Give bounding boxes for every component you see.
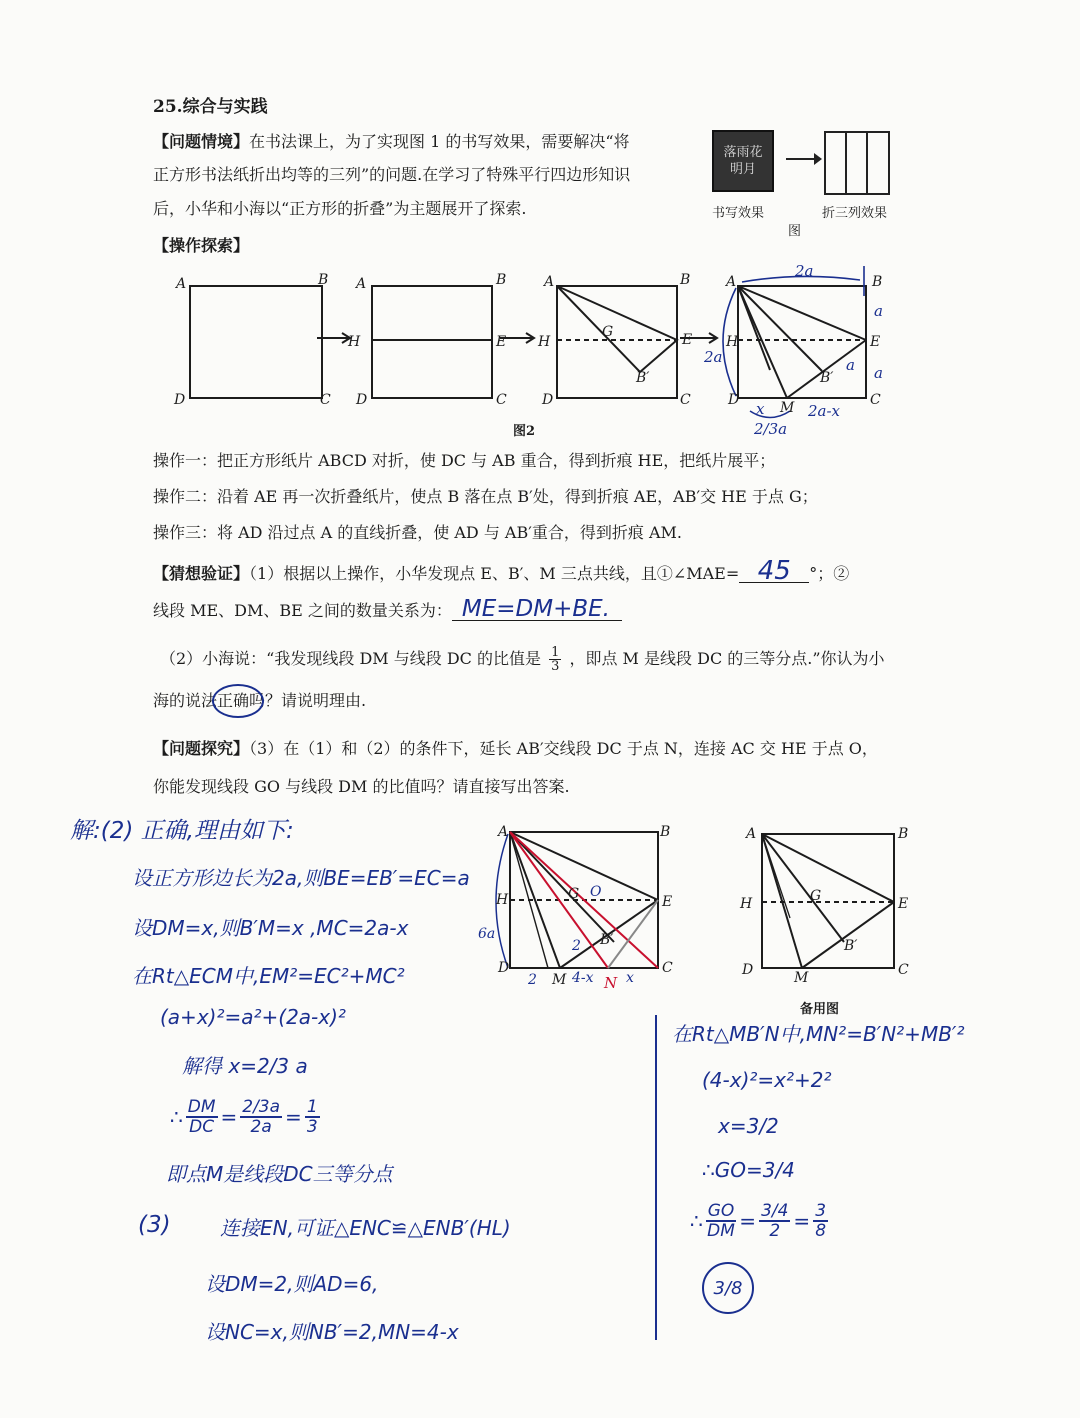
equals: = (739, 1209, 757, 1233)
verify-label: 【猜想验证】 (153, 564, 250, 583)
label-B: B (496, 272, 507, 288)
fig2-caption: 图2 (513, 424, 536, 439)
backup-figure (740, 822, 940, 986)
q3-step-3: 设NC=x,则NB′=2,MN=4-x (205, 1320, 459, 1344)
final-answer: 3/8 (702, 1262, 754, 1314)
fig1-label-left: 书写效果 (712, 206, 765, 221)
label-D: D (728, 392, 740, 408)
step-2: 设DM=x,则B′M=x ,MC=2a-x (132, 916, 409, 940)
right-ratio-rhs (813, 1202, 828, 1240)
answer-header: 解:(2) 正确,理由如下: (70, 818, 294, 844)
fig-annot-seg2: 4-x (572, 970, 594, 986)
fig-annot-o: O (590, 884, 602, 900)
right-ratio-lhs (706, 1202, 737, 1240)
right-ratio-num: GO (707, 1201, 735, 1221)
ratio-mid-num: 2/3a (242, 1097, 281, 1117)
operation-3: 操作三：将 AD 沿过点 A 的直线折叠，使 AD 与 AB′重合，得到折痕 AM. (153, 523, 682, 542)
label-B: B (872, 274, 883, 290)
label-E: E (496, 334, 507, 350)
label-A: A (544, 274, 555, 290)
ratio-rhs-num: 1 (306, 1097, 318, 1117)
operation-1: 操作一：把正方形纸片 ABCD 对折，使 DC 与 AB 重合，得到折痕 HE，把纸片展平； (153, 451, 776, 470)
svg-text:H: H (496, 892, 509, 908)
fig-annot-seg1: 2 (528, 972, 537, 988)
solution-figure (480, 822, 700, 992)
label-H: H (538, 334, 551, 350)
q2-frac-den: 3 (551, 659, 560, 674)
annotation-mini-a: a (846, 356, 855, 374)
right-ratio-rhs-num: 3 (815, 1201, 827, 1221)
label-A: A (726, 274, 737, 290)
q1-text-end: °；② (809, 564, 850, 583)
label-M: M (780, 400, 795, 416)
right-ratio-mid-num: 3/4 (761, 1201, 789, 1221)
backup-caption: 备用图 (800, 1002, 840, 1017)
ratio-mid-den: 2a (250, 1117, 272, 1137)
answer-relation: ME=DM+BE. (452, 598, 622, 621)
q3-step-1: 连接EN,可证△ENC≌△ENB′(HL) (220, 1216, 511, 1240)
label-E: E (870, 334, 881, 350)
ratio-lhs-den: DC (189, 1117, 215, 1137)
hand-divider (655, 1015, 657, 1340)
q2-conclusion: 即点M是线段DC三等分点 (166, 1162, 393, 1186)
label-D: D (356, 392, 368, 408)
ratio-mid (240, 1098, 282, 1136)
svg-text:C: C (662, 960, 673, 976)
svg-text:G: G (810, 888, 822, 904)
svg-text:E: E (662, 894, 673, 910)
q1-text-2: 线段 ME、DM、BE 之间的数量关系为： (153, 601, 452, 620)
q1-line-2 (153, 598, 622, 622)
fig2-square-1 (190, 286, 322, 398)
figure-1 (710, 128, 900, 238)
situation-line-2: 正方形书法纸折出均等的三列”的问题.在学习了特殊平行四边形知识 (153, 165, 631, 184)
right-step-2: (4-x)²=x²+2² (702, 1068, 832, 1092)
label-A: A (356, 276, 367, 292)
ratio-rhs (305, 1098, 320, 1136)
annotation-top: 2a (795, 262, 814, 280)
q3-text: （3）在（1）和（2）的条件下，延长 AB′交线段 DC 于点 N，连接 AC 交 HE 于点 O， (249, 739, 878, 758)
step-1: 设正方形边长为2a,则BE=EB′=EC=a (132, 866, 470, 890)
right-step-1: 在Rt△MB′N中,MN²=B′N²+MB′² (672, 1022, 965, 1046)
q2-text: （2）小海说：“我发现线段 DM 与线段 DC 的比值是 (160, 649, 541, 668)
step-3: 在Rt△ECM中,EM²=EC²+MC² (132, 964, 405, 988)
step-5: 解得 x=2/3 a (182, 1054, 308, 1078)
right-ratio-mid (759, 1202, 790, 1240)
right-ratio (690, 1202, 831, 1240)
label-D: D (542, 392, 554, 408)
label-C: C (680, 392, 691, 408)
svg-text:B: B (898, 826, 909, 842)
label-C: C (870, 392, 881, 408)
svg-text:B′: B′ (844, 938, 858, 954)
right-ratio-mid-den: 2 (769, 1221, 781, 1241)
fold-ab (738, 286, 822, 371)
q3-step-2: 设DM=2,则AD=6, (205, 1272, 379, 1296)
svg-text:D: D (498, 960, 510, 976)
fig-annot-seg4: 2 (572, 938, 581, 954)
svg-text:H: H (740, 896, 753, 912)
label-B: B (318, 272, 329, 288)
annotation-bottom-frac: 2/3a (754, 420, 788, 438)
ratio-equation (170, 1098, 323, 1136)
fig2-square-2 (372, 286, 492, 398)
inquiry-label: 【问题探究】 (153, 739, 250, 758)
fig-annot-n: N (604, 974, 618, 992)
q2-line-2: 海的说法正确吗？请说明理由. (153, 691, 367, 710)
fig2-square-3 (557, 286, 677, 398)
fig1-caption: 图 (788, 224, 802, 239)
label-E: E (682, 332, 693, 348)
situation-line-3: 后，小华和小海以“正方形的折叠”为主题展开了探索. (153, 199, 527, 218)
label-H: H (726, 334, 739, 350)
label-D: D (174, 392, 186, 408)
therefore-symbol: ∴ (690, 1209, 703, 1233)
answer-angle: 45 (739, 560, 809, 583)
explore-label: 【操作探索】 (153, 236, 250, 255)
svg-text:D: D (742, 962, 754, 978)
equals: = (285, 1105, 302, 1129)
label-C: C (320, 392, 331, 408)
q3-label: (3) (138, 1212, 171, 1238)
q2-line-1 (160, 646, 885, 673)
label-B-prime: B′ (636, 370, 650, 386)
problem-title: 25.综合与实践 (153, 97, 268, 117)
annotation-right-1: a (874, 302, 883, 320)
fold-ag (738, 286, 770, 370)
ratio-lhs (186, 1098, 218, 1136)
q2-text-end: ，即点 M 是线段 DC 的三等分点.”你认为小 (569, 649, 885, 668)
fig-annot-seg3: x (626, 970, 634, 986)
fig1-label-right: 折三列效果 (822, 206, 888, 221)
calligraphy-sample (712, 130, 774, 192)
situation-text-1: 在书法课上，为了实现图 1 的书写效果，需要解决“将 (249, 132, 630, 151)
fold-triangle (557, 286, 677, 372)
q2-fraction (549, 646, 561, 673)
q3-line-2: 你能发现线段 GO 与线段 DM 的比值吗？请直接写出答案. (153, 777, 570, 796)
fig-annot-6a: 6a (478, 926, 496, 942)
svg-text:B: B (660, 824, 671, 840)
q2-frac-num: 1 (551, 645, 560, 660)
svg-text:M: M (794, 970, 809, 986)
svg-text:A: A (746, 826, 757, 842)
label-A: A (176, 276, 187, 292)
annotation-left: 2a (704, 348, 723, 366)
equals: = (220, 1105, 238, 1129)
right-step-4: ∴GO=3/4 (702, 1158, 795, 1182)
label-C: C (496, 392, 507, 408)
equals: = (793, 1209, 811, 1233)
svg-text:E: E (898, 896, 909, 912)
label-G: G (602, 324, 614, 340)
annotation-right-2: a (874, 364, 883, 382)
svg-text:B′: B′ (600, 932, 614, 948)
svg-text:C: C (898, 962, 909, 978)
svg-text:M: M (552, 972, 567, 988)
ratio-rhs-den: 3 (306, 1117, 318, 1137)
q2-circle-mark (212, 684, 264, 718)
calligraphy-chars: 落雨花明月 (723, 145, 763, 177)
situation-line-1 (153, 131, 630, 153)
fig2-square-4 (738, 286, 866, 398)
right-step-3: x=3/2 (718, 1114, 779, 1138)
therefore-symbol: ∴ (170, 1105, 183, 1129)
arrow-head-icon (814, 153, 822, 165)
operation-2: 操作二：沿着 AE 再一次折叠纸片，使点 B 落在点 B′处，得到折痕 AE，AB′交 HE 于点 G； (153, 487, 818, 506)
label-B: B (680, 272, 691, 288)
label-H: H (348, 334, 361, 350)
step-4: (a+x)²=a²+(2a-x)² (160, 1005, 346, 1029)
annotation-bottom-rest: 2a-x (808, 402, 841, 420)
label-B-prime: B′ (820, 370, 834, 386)
three-column-sample (824, 131, 890, 195)
q1-text: （1）根据以上操作，小华发现点 E、B′、M 三点共线，且①∠MAE= (249, 564, 740, 583)
annotation-bottom-x: x (756, 400, 765, 418)
q1-line-1 (153, 556, 850, 586)
ratio-lhs-num: DM (187, 1097, 216, 1117)
svg-text:A: A (498, 824, 509, 840)
right-ratio-rhs-den: 8 (815, 1221, 827, 1241)
q3-line-1 (153, 738, 878, 760)
situation-label: 【问题情境】 (153, 132, 250, 151)
svg-text:G: G (568, 886, 580, 902)
right-ratio-den: DM (707, 1221, 735, 1241)
